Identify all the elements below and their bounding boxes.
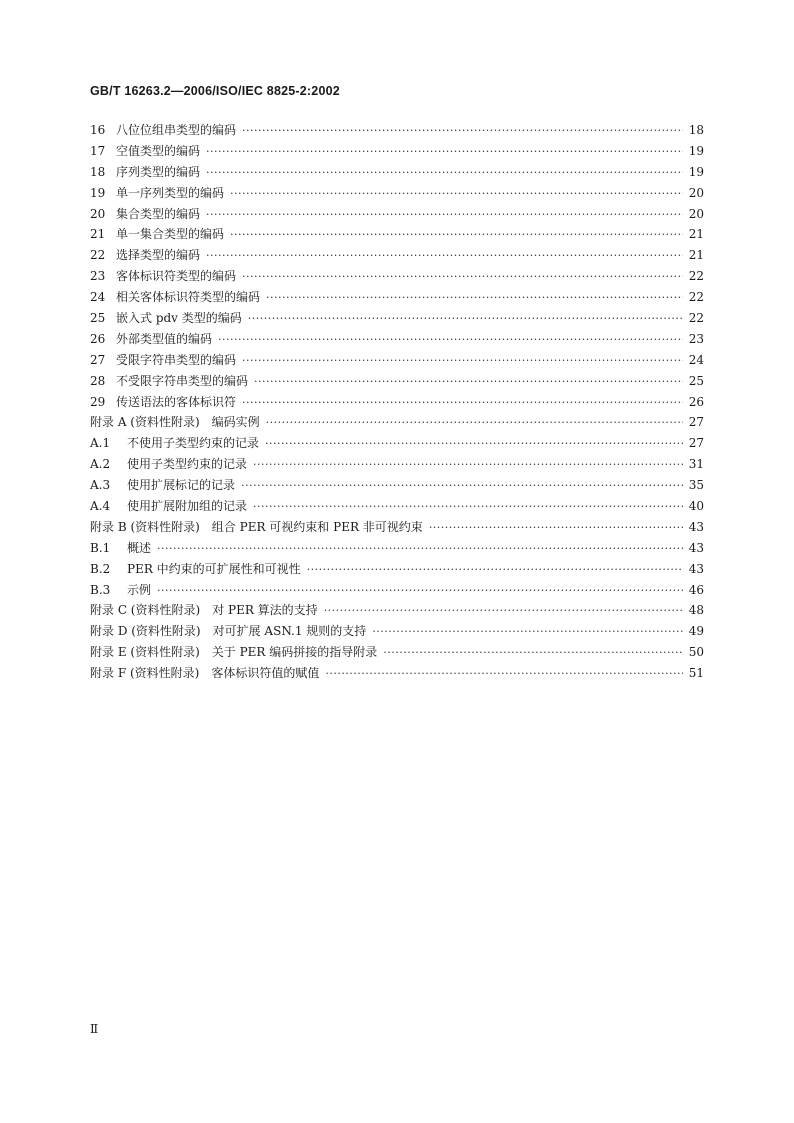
toc-entry[interactable]: [90, 308, 704, 329]
toc-dot-leader: [372, 622, 682, 643]
toc-entry[interactable]: [90, 433, 704, 454]
toc-entry[interactable]: [90, 663, 704, 684]
toc-entry-title: 附录 B (资料性附录) 组合 PER 可视约束和 PER 非可视约束: [90, 519, 423, 534]
toc-dot-leader: [265, 434, 683, 455]
toc-entry-page: 25: [688, 373, 704, 388]
toc-dot-leader: [206, 142, 683, 163]
toc-entry-page: 49: [688, 624, 704, 639]
toc-dot-leader: [206, 246, 683, 267]
toc-entry-page: 24: [688, 352, 704, 367]
toc-entry-number: 18: [90, 164, 106, 179]
toc-entry-number: 28: [90, 373, 106, 388]
toc-entry-number: A.2: [90, 457, 111, 472]
toc-dot-leader: [266, 413, 683, 434]
table-of-contents: [90, 120, 704, 684]
toc-entry-title: PER 中约束的可扩展性和可视性: [127, 561, 301, 576]
toc-dot-leader: [253, 497, 683, 518]
toc-dot-leader: [307, 560, 683, 581]
toc-entry[interactable]: [90, 517, 704, 538]
toc-dot-leader: [324, 601, 683, 622]
toc-entry-title: 空值类型的编码: [116, 143, 201, 158]
toc-entry-page: 22: [688, 269, 704, 284]
toc-entry-page: 26: [688, 394, 704, 409]
toc-entry-title: 附录 E (资料性附录) 关于 PER 编码拼接的指导附录: [90, 645, 378, 660]
toc-entry-title: 概述: [127, 540, 152, 555]
toc-entry[interactable]: [90, 496, 704, 517]
toc-entry-page: 40: [688, 499, 704, 514]
toc-entry-title: 不受限字符串类型的编码: [116, 373, 249, 388]
toc-entry[interactable]: [90, 600, 704, 621]
toc-entry[interactable]: [90, 454, 704, 475]
toc-entry-page: 35: [688, 478, 704, 493]
toc-dot-leader: [266, 288, 683, 309]
toc-entry[interactable]: [90, 120, 704, 141]
toc-entry[interactable]: [90, 162, 704, 183]
toc-entry-page: 27: [688, 436, 704, 451]
toc-entry-title: 外部类型值的编码: [116, 331, 213, 346]
toc-entry-title: 传送语法的客体标识符: [116, 394, 237, 409]
toc-dot-leader: [241, 476, 683, 497]
toc-entry-title: 相关客体标识符类型的编码: [116, 290, 261, 305]
toc-entry-title: 序列类型的编码: [116, 164, 201, 179]
toc-entry-number: B.3: [90, 582, 111, 597]
toc-entry[interactable]: [90, 580, 704, 601]
toc-entry-title: 选择类型的编码: [116, 248, 201, 263]
toc-entry[interactable]: [90, 538, 704, 559]
toc-dot-leader: [157, 539, 683, 560]
toc-entry[interactable]: [90, 183, 704, 204]
toc-entry[interactable]: [90, 371, 704, 392]
toc-entry-page: 48: [688, 603, 704, 618]
toc-entry-page: 21: [688, 227, 704, 242]
toc-entry-number: 24: [90, 290, 106, 305]
toc-entry[interactable]: [90, 141, 704, 162]
toc-entry-number: 29: [90, 394, 106, 409]
toc-entry-page: 43: [688, 561, 704, 576]
toc-entry-number: A.1: [90, 436, 111, 451]
toc-entry-page: 22: [688, 290, 704, 305]
toc-entry[interactable]: [90, 642, 704, 663]
toc-entry-number: B.2: [90, 561, 111, 576]
toc-entry-title: 附录 C (资料性附录) 对 PER 算法的支持: [90, 603, 318, 618]
toc-entry-title: 示例: [127, 582, 152, 597]
toc-entry-title: 单一序列类型的编码: [116, 185, 225, 200]
toc-entry-page: 50: [688, 645, 704, 660]
toc-dot-leader: [218, 330, 683, 351]
toc-entry[interactable]: [90, 224, 704, 245]
toc-entry-page: 21: [688, 248, 704, 263]
toc-entry-number: 20: [90, 206, 106, 221]
toc-dot-leader: [157, 581, 683, 602]
toc-entry-page: 20: [688, 206, 704, 221]
toc-entry-page: 43: [688, 540, 704, 555]
toc-entry-title: 八位位组串类型的编码: [116, 123, 237, 137]
toc-entry-title: 客体标识符类型的编码: [116, 269, 237, 284]
toc-entry[interactable]: [90, 621, 704, 642]
toc-entry-number: 27: [90, 352, 106, 367]
toc-dot-leader: [429, 518, 683, 539]
toc-entry-page: 46: [688, 582, 704, 597]
toc-entry-number: A.3: [90, 478, 111, 493]
toc-entry-number: 21: [90, 227, 106, 242]
toc-dot-leader: [230, 225, 683, 246]
toc-dot-leader: [248, 309, 683, 330]
toc-entry[interactable]: [90, 559, 704, 580]
toc-dot-leader: [242, 351, 683, 372]
toc-entry-title: 单一集合类型的编码: [116, 227, 225, 242]
toc-entry-number: 16: [90, 123, 106, 137]
toc-entry-number: 25: [90, 311, 106, 326]
toc-entry-title: 使用子类型约束的记录: [127, 457, 248, 472]
toc-dot-leader: [206, 163, 683, 184]
toc-entry[interactable]: [90, 392, 704, 413]
toc-entry-number: 23: [90, 269, 106, 284]
toc-entry-number: 17: [90, 143, 106, 158]
toc-entry[interactable]: [90, 266, 704, 287]
toc-dot-leader: [383, 643, 682, 664]
toc-entry-page: 31: [688, 457, 704, 472]
document-header: GB/T 16263.2—2006/ISO/IEC 8825-2:2002: [90, 84, 340, 98]
toc-entry-page: 19: [688, 143, 704, 158]
toc-entry-number: 26: [90, 331, 106, 346]
toc-entry-number: 22: [90, 248, 106, 263]
page-number-footer: Ⅱ: [90, 1022, 99, 1036]
toc-entry-page: 43: [688, 519, 704, 534]
toc-dot-leader: [242, 267, 683, 288]
toc-entry-number: 19: [90, 185, 106, 200]
toc-entry-title: 附录 F (资料性附录) 客体标识符值的赋值: [90, 666, 320, 681]
toc-entry-page: 19: [688, 164, 704, 179]
toc-entry-number: B.1: [90, 540, 111, 555]
toc-dot-leader: [325, 664, 682, 685]
toc-dot-leader: [254, 372, 683, 393]
toc-entry-title: 不使用子类型约束的记录: [127, 436, 260, 451]
toc-dot-leader: [206, 205, 683, 226]
toc-entry-title: 使用扩展标记的记录: [127, 478, 236, 493]
toc-entry-title: 附录 D (资料性附录) 对可扩展 ASN.1 规则的支持: [90, 624, 367, 639]
toc-entry-page: 22: [688, 311, 704, 326]
toc-dot-leader: [230, 184, 683, 205]
toc-dot-leader: [242, 393, 683, 414]
toc-entry[interactable]: [90, 475, 704, 496]
toc-entry[interactable]: [90, 412, 704, 433]
toc-entry-page: 51: [688, 666, 704, 681]
toc-entry-title: 使用扩展附加组的记录: [127, 499, 248, 514]
toc-entry-title: 嵌入式 pdv 类型的编码: [116, 311, 242, 326]
toc-entry[interactable]: [90, 287, 704, 308]
toc-entry[interactable]: [90, 204, 704, 225]
toc-entry-title: 受限字符串类型的编码: [116, 352, 237, 367]
toc-entry-page: 20: [688, 185, 704, 200]
toc-entry[interactable]: [90, 245, 704, 266]
toc-entry[interactable]: [90, 329, 704, 350]
toc-entry-title: 附录 A (资料性附录) 编码实例: [90, 415, 260, 430]
toc-entry-number: A.4: [90, 499, 111, 514]
toc-entry[interactable]: [90, 350, 704, 371]
toc-entry-page: 18: [688, 123, 704, 137]
toc-dot-leader: [253, 455, 683, 476]
toc-entry-title: 集合类型的编码: [116, 206, 201, 221]
toc-entry-page: 27: [688, 415, 704, 430]
toc-dot-leader: [242, 121, 683, 142]
toc-entry-page: 23: [688, 331, 704, 346]
